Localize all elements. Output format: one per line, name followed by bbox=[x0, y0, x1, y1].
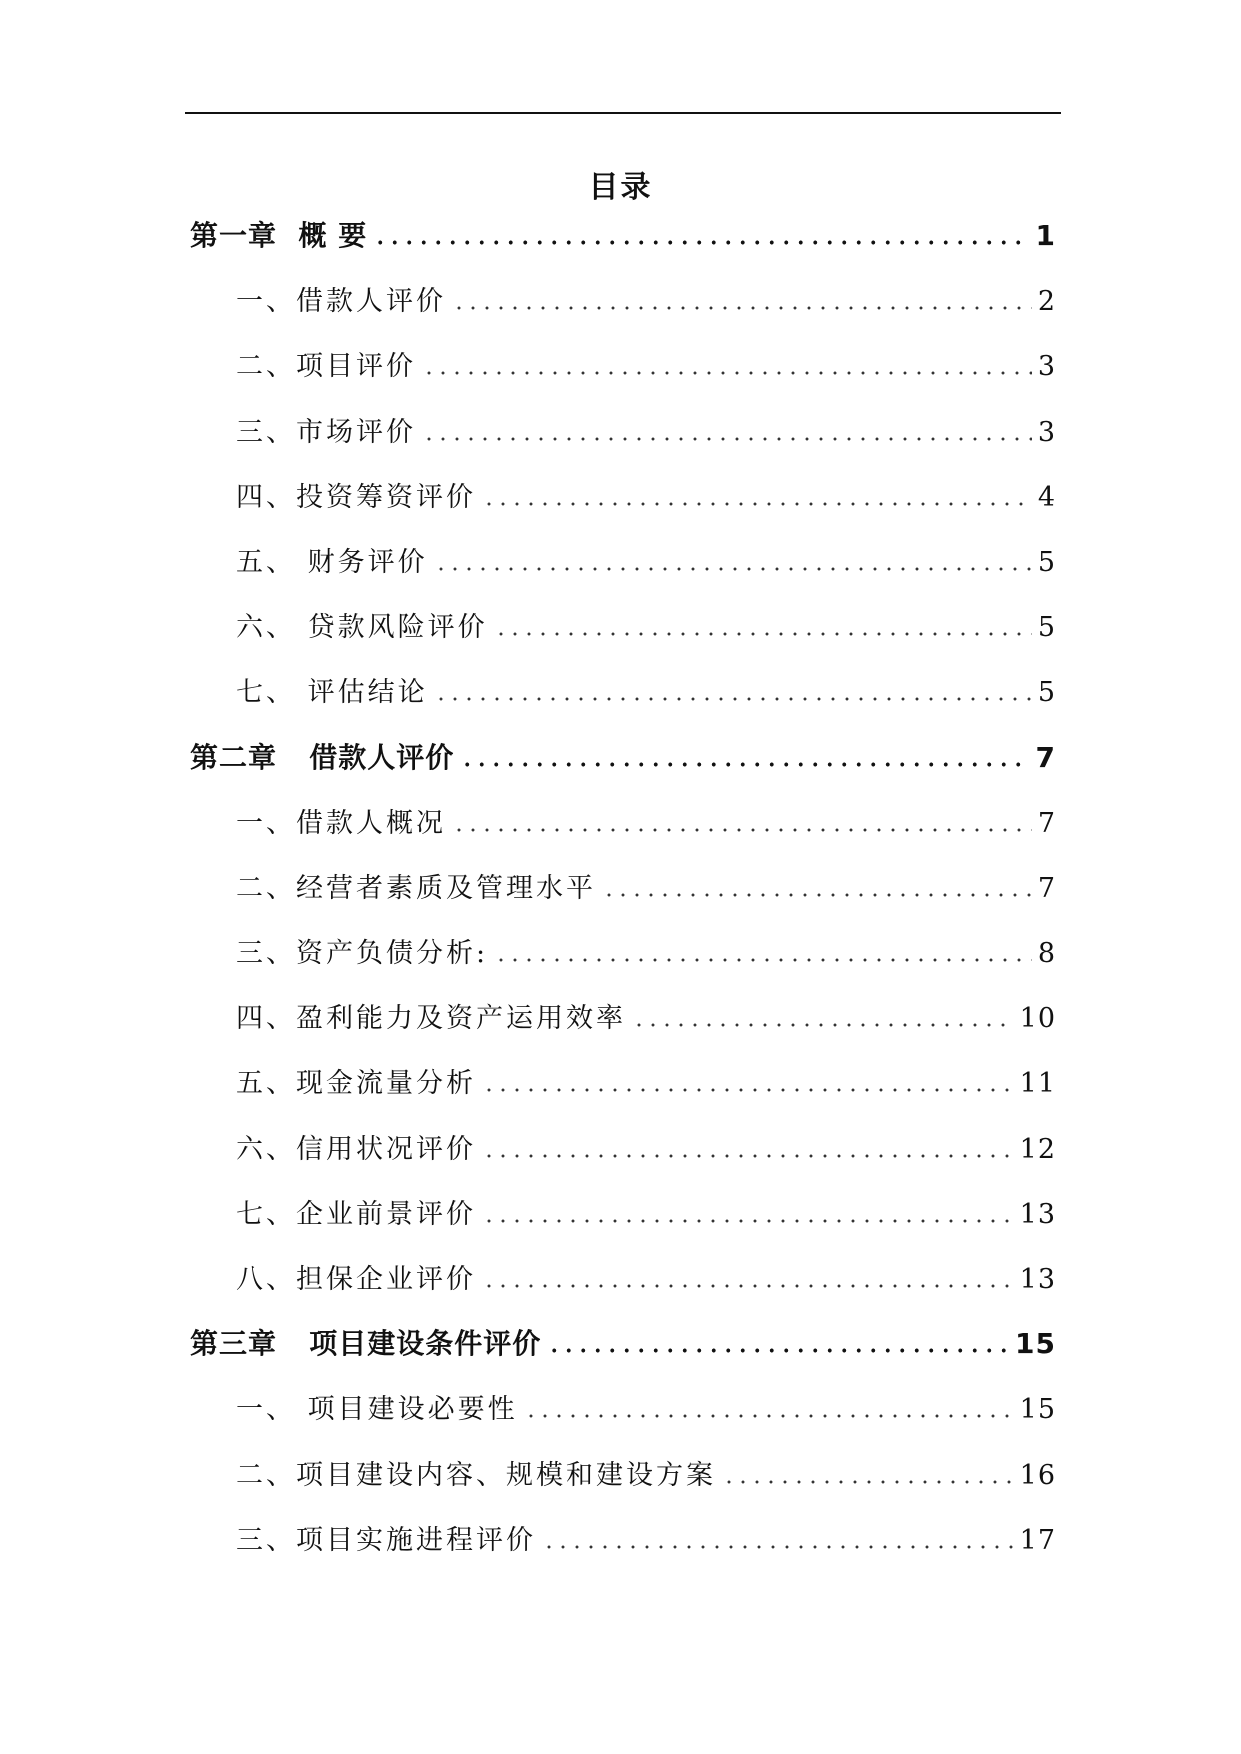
toc-entry-text: 二、项目建设内容、规模和建设方案 bbox=[236, 1459, 716, 1491]
toc-page-number: 7 bbox=[1035, 740, 1056, 774]
toc-entry-text: 六、信用状况评价 bbox=[236, 1133, 476, 1165]
dot-leader bbox=[434, 697, 1032, 701]
toc-entry-text: 三、市场评价 bbox=[236, 416, 416, 448]
toc-entry-section[interactable] bbox=[190, 344, 1056, 409]
toc-entry-text: 七、企业前景评价 bbox=[236, 1198, 476, 1230]
toc-entry-section[interactable] bbox=[190, 410, 1056, 475]
toc-entry-section[interactable] bbox=[190, 1127, 1056, 1192]
toc-page-number: 11 bbox=[1019, 1068, 1056, 1100]
toc-entry-section[interactable] bbox=[190, 1192, 1056, 1257]
toc-page-number: 7 bbox=[1037, 872, 1056, 904]
toc-entry-section[interactable] bbox=[190, 1453, 1056, 1518]
toc-entry-text: 一、 项目建设必要性 bbox=[236, 1394, 518, 1426]
toc-entry-text: 四、盈利能力及资产运用效率 bbox=[236, 1003, 626, 1035]
dot-leader bbox=[494, 958, 1032, 962]
toc-page-number: 15 bbox=[1019, 1394, 1056, 1426]
dot-leader bbox=[452, 306, 1032, 310]
toc-entry-section[interactable] bbox=[190, 279, 1056, 344]
toc-entry-section[interactable] bbox=[190, 670, 1056, 735]
toc-page-number: 13 bbox=[1019, 1264, 1056, 1295]
dot-leader bbox=[452, 828, 1032, 832]
dot-leader bbox=[482, 1219, 1014, 1223]
toc-entry-text: 六、 贷款风险评价 bbox=[236, 612, 488, 644]
toc-page-number: 7 bbox=[1037, 807, 1056, 839]
dot-leader bbox=[722, 1480, 1014, 1484]
toc-entry-text: 第二章 借款人评价 bbox=[190, 740, 455, 774]
dot-leader bbox=[547, 1348, 1009, 1353]
toc-page-number: 10 bbox=[1019, 1003, 1056, 1035]
toc-entry-section[interactable] bbox=[190, 540, 1056, 605]
dot-leader bbox=[494, 632, 1032, 636]
toc-entry-section[interactable] bbox=[190, 475, 1056, 540]
toc-entry-section[interactable] bbox=[190, 1061, 1056, 1126]
toc-entry-text: 四、投资筹资评价 bbox=[236, 481, 476, 513]
toc-entry-text: 第三章 项目建设条件评价 bbox=[190, 1327, 542, 1361]
dot-leader bbox=[434, 567, 1032, 571]
toc-page-number: 5 bbox=[1037, 677, 1056, 709]
toc-entry-section[interactable] bbox=[190, 1257, 1056, 1322]
toc-list bbox=[190, 214, 1056, 1583]
dot-leader bbox=[482, 1088, 1014, 1092]
dot-leader bbox=[542, 1545, 1014, 1549]
dot-leader bbox=[482, 1154, 1014, 1158]
toc-page-number: 5 bbox=[1037, 546, 1056, 578]
dot-leader bbox=[602, 893, 1032, 897]
toc-entry-text: 二、项目评价 bbox=[236, 351, 416, 383]
dot-leader bbox=[422, 437, 1032, 441]
toc-page-number: 2 bbox=[1037, 286, 1056, 318]
toc-entry-section[interactable] bbox=[190, 1518, 1056, 1583]
toc-page-number: 12 bbox=[1019, 1133, 1056, 1165]
toc-page-number: 1 bbox=[1035, 219, 1056, 252]
toc-entry-section[interactable] bbox=[190, 866, 1056, 931]
toc-entry-text: 第一章 概 要 bbox=[190, 219, 368, 252]
dot-leader bbox=[524, 1414, 1014, 1418]
dot-leader bbox=[460, 762, 1029, 767]
toc-entry-text: 三、资产负债分析: bbox=[236, 938, 489, 970]
toc-entry-text: 五、现金流量分析 bbox=[236, 1068, 476, 1100]
toc-entry-chapter-2[interactable] bbox=[190, 736, 1056, 801]
toc-page-number: 5 bbox=[1037, 612, 1056, 644]
toc-page-number: 17 bbox=[1019, 1524, 1056, 1556]
toc-entry-section[interactable] bbox=[190, 1387, 1056, 1452]
toc-page-number: 13 bbox=[1019, 1198, 1056, 1230]
dot-leader bbox=[422, 371, 1032, 375]
toc-entry-chapter-3[interactable] bbox=[190, 1322, 1056, 1387]
toc-entry-text: 一、借款人概况 bbox=[236, 807, 446, 839]
toc-title: 目录 bbox=[588, 170, 653, 205]
toc-entry-text: 八、担保企业评价 bbox=[236, 1264, 476, 1295]
toc-entry-text: 一、借款人评价 bbox=[236, 286, 446, 318]
toc-page-number: 15 bbox=[1015, 1327, 1056, 1361]
toc-entry-section[interactable] bbox=[190, 996, 1056, 1061]
toc-page-number: 3 bbox=[1037, 351, 1056, 383]
toc-page-number: 4 bbox=[1037, 481, 1056, 513]
toc-entry-section[interactable] bbox=[190, 931, 1056, 996]
dot-leader bbox=[482, 1284, 1014, 1288]
toc-entry-text: 二、经营者素质及管理水平 bbox=[236, 872, 596, 904]
toc-page-number: 16 bbox=[1019, 1459, 1056, 1491]
toc-entry-section[interactable] bbox=[190, 801, 1056, 866]
toc-entry-text: 七、 评估结论 bbox=[236, 677, 428, 709]
toc-entry-chapter-1[interactable] bbox=[190, 214, 1056, 279]
dot-leader bbox=[373, 240, 1029, 245]
toc-entry-section[interactable] bbox=[190, 605, 1056, 670]
toc-page-number: 3 bbox=[1037, 416, 1056, 448]
dot-leader bbox=[482, 502, 1032, 506]
dot-leader bbox=[632, 1023, 1014, 1027]
toc-entry-text: 三、项目实施进程评价 bbox=[236, 1524, 536, 1556]
toc-page-number: 8 bbox=[1037, 938, 1056, 970]
toc-entry-text: 五、 财务评价 bbox=[236, 546, 428, 578]
header-rule bbox=[185, 112, 1061, 114]
